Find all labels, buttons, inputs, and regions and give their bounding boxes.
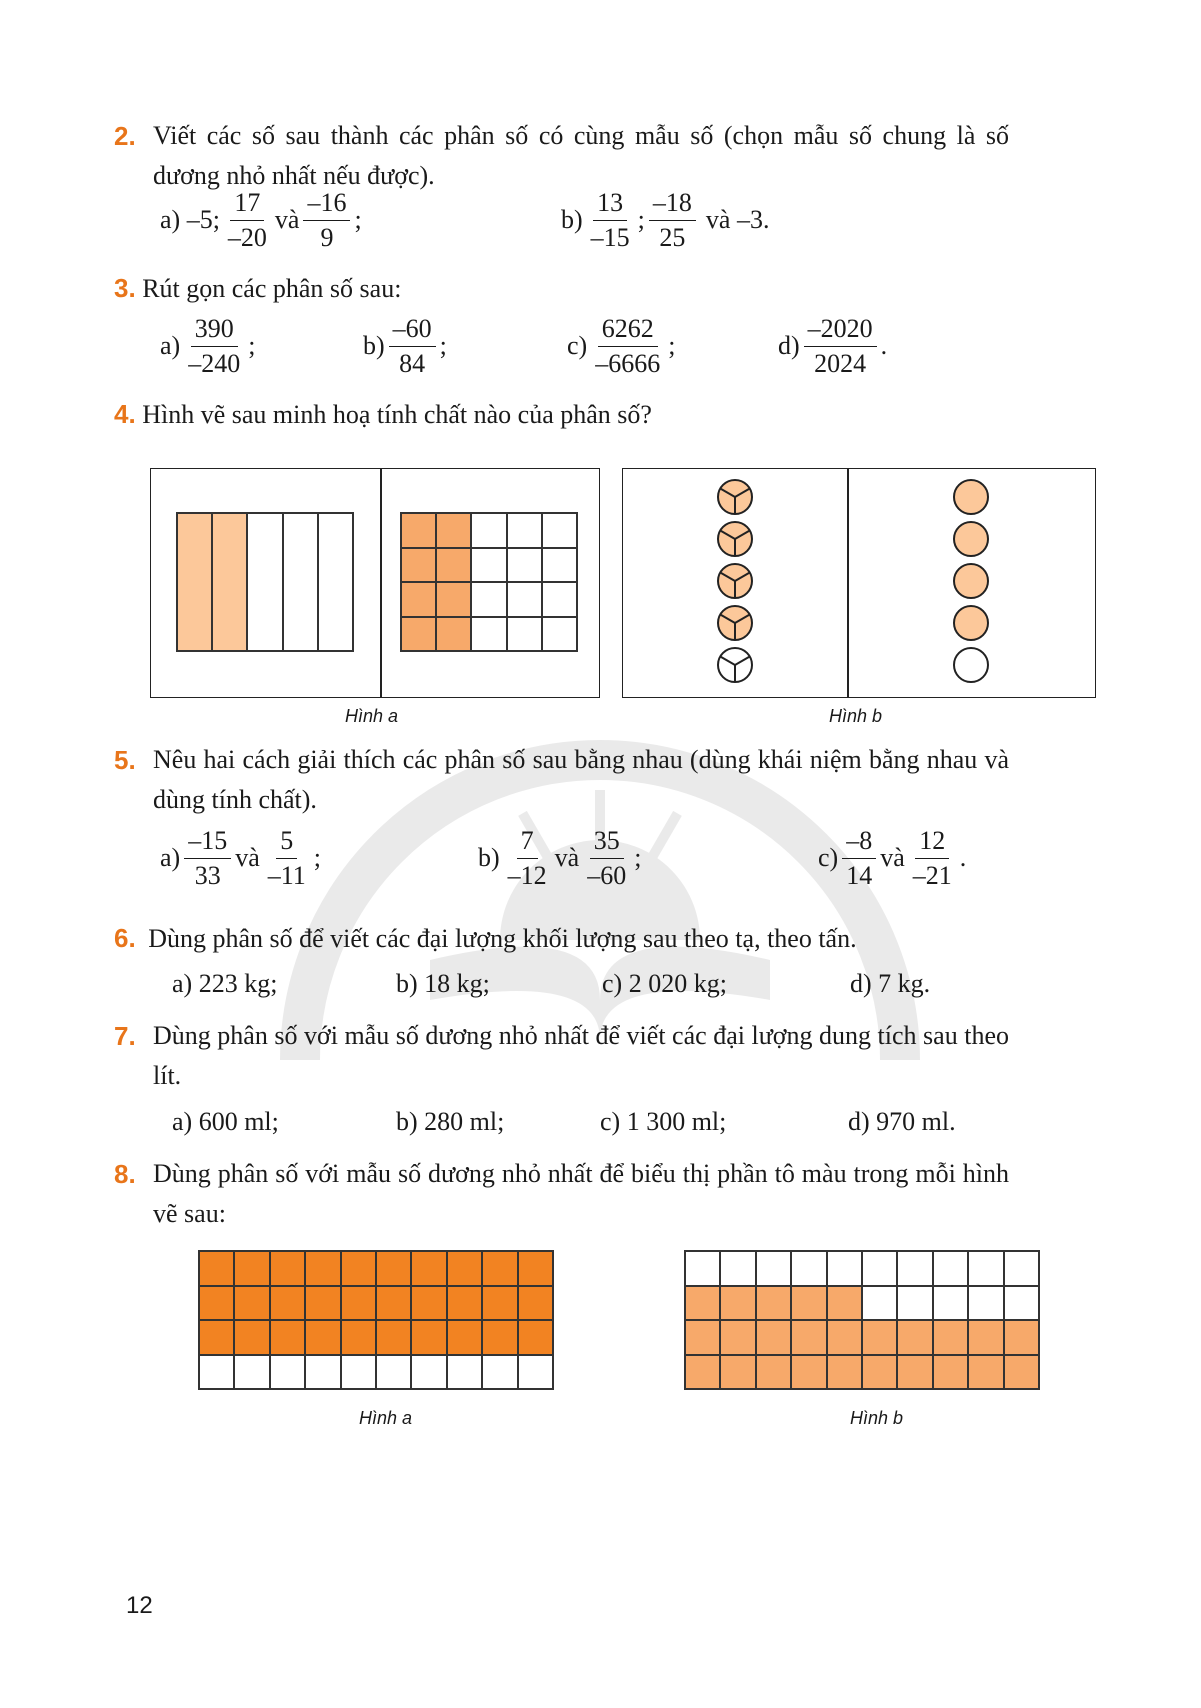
cell-shaded <box>720 1355 755 1390</box>
ex6-item-a: a) 223 kg; <box>172 969 278 998</box>
cell-shaded <box>933 1355 968 1390</box>
whole-circle <box>954 648 988 682</box>
exercise-2-number: 2. <box>114 121 136 151</box>
figure-8b-caption: Hình b <box>850 1408 904 1428</box>
cell <box>447 1355 482 1390</box>
cell <box>471 617 506 652</box>
ex6-item-b: b) 18 kg; <box>396 969 490 998</box>
cell <box>933 1251 968 1286</box>
cell-shaded <box>720 1320 755 1355</box>
fraction <box>909 826 956 891</box>
exercise-5c <box>818 826 966 891</box>
figure-8a-grid <box>198 1250 554 1390</box>
whole-circle <box>954 480 988 514</box>
fraction <box>264 826 310 891</box>
denominator: 9 <box>320 222 334 252</box>
cell-shaded <box>436 513 471 548</box>
figure-8b-grid <box>684 1250 1040 1390</box>
cell <box>199 1355 234 1390</box>
exercise-7-prompt <box>114 1016 136 1057</box>
numerator: –60 <box>389 314 436 347</box>
numerator: –18 <box>649 188 696 221</box>
exercise-3-text: Rút gọn các phân số sau: <box>142 274 402 303</box>
cell-shaded <box>862 1355 897 1390</box>
cell-shaded <box>968 1355 1003 1390</box>
numerator: 5 <box>276 826 297 859</box>
numerator: –2020 <box>804 314 877 347</box>
cell-shaded <box>685 1320 720 1355</box>
punct: ; <box>313 843 322 873</box>
cell <box>968 1251 1003 1286</box>
exercise-5-number: 5. <box>114 745 136 775</box>
cell-shaded <box>305 1320 340 1355</box>
cell <box>933 1286 968 1321</box>
exercise-5-text: Nêu hai cách giải thích các phân số sau bằng nhau (dùng khái niệm bằng nhau và dùng tính chất). <box>153 745 1009 814</box>
conjunction: và <box>554 843 580 873</box>
exercise-8-text: Dùng phân số với mẫu số dương nhỏ nhất để biểu thị phần tô màu trong mỗi hình vẽ sau: <box>153 1159 1009 1228</box>
fraction <box>389 314 436 379</box>
denominator: –6666 <box>595 348 661 378</box>
punct: ; <box>354 205 362 235</box>
cell <box>542 582 577 617</box>
fraction <box>184 314 244 379</box>
cell-shaded <box>199 1251 234 1286</box>
ex3-d-label: d) <box>778 331 800 361</box>
cell-shaded <box>436 617 471 652</box>
cell-shaded <box>447 1320 482 1355</box>
exercise-5-prompt <box>114 740 136 781</box>
ex7-item-a: a) 600 ml; <box>172 1107 279 1136</box>
cell-shaded <box>376 1286 411 1321</box>
cell <box>720 1251 755 1286</box>
cell-shaded <box>685 1286 720 1321</box>
cell-shaded <box>756 1355 791 1390</box>
exercise-3-prompt <box>114 268 401 309</box>
cell-shaded <box>482 1320 517 1355</box>
cell <box>507 582 542 617</box>
cell-shaded <box>720 1286 755 1321</box>
cell <box>685 1251 720 1286</box>
cell-shaded <box>827 1286 862 1321</box>
ex7-item-c: c) 1 300 ml; <box>600 1107 727 1136</box>
cell <box>341 1355 376 1390</box>
cell <box>862 1251 897 1286</box>
figure-4b-circles <box>622 468 1096 698</box>
cell-shaded <box>685 1355 720 1390</box>
numerator: 6262 <box>598 314 658 347</box>
cell <box>542 548 577 583</box>
cell-shaded <box>791 1286 826 1321</box>
cell <box>827 1251 862 1286</box>
cell <box>411 1355 446 1390</box>
cell-shaded <box>518 1251 553 1286</box>
cell-shaded <box>447 1251 482 1286</box>
cell-shaded <box>270 1251 305 1286</box>
ex2-b-tail: và –3. <box>705 205 770 235</box>
figure-4a-right-grid <box>400 512 578 652</box>
cell-shaded <box>482 1286 517 1321</box>
fraction <box>224 188 271 253</box>
cell <box>756 1251 791 1286</box>
punct: ; <box>634 843 642 873</box>
cell-shaded <box>756 1286 791 1321</box>
page-number: 12 <box>126 1592 153 1619</box>
cell-shaded <box>827 1355 862 1390</box>
cell <box>518 1355 553 1390</box>
figure-4a-caption: Hình a <box>345 706 399 726</box>
cell-shaded <box>234 1286 269 1321</box>
cell-shaded <box>401 582 436 617</box>
ex2-a-label: a) –5; <box>160 205 220 235</box>
exercise-7-number: 7. <box>114 1021 136 1051</box>
figure-8a-caption: Hình a <box>359 1408 413 1428</box>
whole-circle <box>954 564 988 598</box>
cell <box>897 1286 932 1321</box>
ex5-c-label: c) <box>818 843 839 873</box>
fraction <box>504 826 551 891</box>
cell-shaded <box>411 1251 446 1286</box>
exercise-8-prompt <box>114 1154 136 1195</box>
cell-shaded <box>401 548 436 583</box>
cell-shaded <box>341 1286 376 1321</box>
fraction <box>649 188 696 253</box>
cell-shaded <box>791 1320 826 1355</box>
ex6-item-c: c) 2 020 kg; <box>602 969 727 998</box>
cell-shaded <box>401 617 436 652</box>
ex5-a-label: a) <box>160 843 181 873</box>
denominator: 14 <box>846 860 873 890</box>
exercise-3b <box>363 314 447 379</box>
numerator: 12 <box>915 826 949 859</box>
cell <box>471 548 506 583</box>
exercise-8-number: 8. <box>114 1159 136 1189</box>
fraction <box>587 188 634 253</box>
fraction <box>591 314 664 379</box>
ex5-b-label: b) <box>478 843 500 873</box>
whole-circle <box>954 606 988 640</box>
exercise-3-number: 3. <box>114 273 136 303</box>
exercise-2a <box>160 188 362 253</box>
numerator: 17 <box>230 188 264 221</box>
punct: ; <box>637 205 645 235</box>
cell-shaded <box>411 1320 446 1355</box>
fraction <box>583 826 630 891</box>
numerator: –15 <box>184 826 231 859</box>
cell-shaded <box>376 1251 411 1286</box>
cell-shaded <box>436 582 471 617</box>
cell <box>507 617 542 652</box>
denominator: 33 <box>194 860 221 890</box>
cell-shaded <box>305 1251 340 1286</box>
cell-shaded <box>341 1320 376 1355</box>
fraction <box>184 826 231 891</box>
ex7-item-b: b) 280 ml; <box>396 1107 505 1136</box>
exercise-3d <box>778 314 887 379</box>
exercise-6-text: Dùng phân số để viết các đại lượng khối lượng sau theo tạ, theo tấn. <box>148 924 857 953</box>
cell-shaded <box>401 513 436 548</box>
exercise-5b <box>478 826 641 891</box>
cell-shaded <box>436 548 471 583</box>
cell-shaded <box>212 513 247 651</box>
cell-shaded <box>791 1355 826 1390</box>
conjunction: và <box>274 205 300 235</box>
cell <box>507 513 542 548</box>
cell <box>507 548 542 583</box>
exercise-4-prompt <box>114 394 652 435</box>
cell <box>542 513 577 548</box>
denominator: 84 <box>399 348 426 378</box>
cell-shaded <box>1004 1355 1039 1390</box>
numerator: –16 <box>303 188 350 221</box>
exercise-7-text: Dùng phân số với mẫu số dương nhỏ nhất để viết các đại lượng dung tích sau theo lít. <box>153 1021 1009 1090</box>
cell <box>471 513 506 548</box>
cell-shaded <box>1004 1320 1039 1355</box>
denominator: –21 <box>912 860 952 890</box>
cell-shaded <box>199 1286 234 1321</box>
cell <box>1004 1251 1039 1286</box>
denominator: –15 <box>590 222 630 252</box>
cell <box>791 1251 826 1286</box>
ex3-b-label: b) <box>363 331 385 361</box>
punct: ; <box>439 331 447 361</box>
numerator: –8 <box>842 826 876 859</box>
cell-shaded <box>897 1355 932 1390</box>
exercise-3c <box>567 314 675 379</box>
cell-shaded <box>376 1320 411 1355</box>
numerator: 35 <box>590 826 624 859</box>
cell-shaded <box>270 1320 305 1355</box>
figure-4b-caption: Hình b <box>829 706 883 726</box>
figure-4a-left-bar <box>176 512 354 652</box>
conjunction: và <box>235 843 260 873</box>
cell-shaded <box>756 1320 791 1355</box>
ex6-item-d: d) 7 kg. <box>850 969 931 998</box>
cell-shaded <box>518 1286 553 1321</box>
punct: . <box>959 843 967 873</box>
cell-shaded <box>177 513 212 651</box>
exercise-3a <box>160 314 255 379</box>
exercise-5a <box>160 826 321 891</box>
cell-shaded <box>482 1251 517 1286</box>
cell <box>968 1286 1003 1321</box>
conjunction: và <box>880 843 905 873</box>
cell-shaded <box>411 1286 446 1321</box>
cell <box>318 513 353 651</box>
denominator: –12 <box>507 860 547 890</box>
denominator: –60 <box>587 860 627 890</box>
cell-shaded <box>827 1320 862 1355</box>
whole-circle <box>954 522 988 556</box>
cell <box>471 582 506 617</box>
denominator: –11 <box>267 860 306 890</box>
cell-shaded <box>447 1286 482 1321</box>
denominator: 2024 <box>814 348 867 378</box>
cell-shaded <box>270 1286 305 1321</box>
cell <box>862 1286 897 1321</box>
exercise-6-prompt <box>114 918 857 959</box>
cell <box>1004 1286 1039 1321</box>
exercise-2b <box>561 188 769 253</box>
fraction <box>303 188 350 253</box>
figure-4a-divider <box>380 468 382 698</box>
cell <box>376 1355 411 1390</box>
punct: ; <box>248 331 256 361</box>
cell-shaded <box>199 1320 234 1355</box>
exercise-2-text: Viết các số sau thành các phân số có cùng mẫu số (chọn mẫu số chung là số dương nhỏ nhất nếu được). <box>153 121 1009 190</box>
cell-shaded <box>518 1320 553 1355</box>
ex3-c-label: c) <box>567 331 588 361</box>
cell <box>542 617 577 652</box>
cell-shaded <box>234 1251 269 1286</box>
numerator: 13 <box>593 188 627 221</box>
denominator: –240 <box>188 348 241 378</box>
denominator: –20 <box>227 222 267 252</box>
cell-shaded <box>968 1320 1003 1355</box>
cell <box>234 1355 269 1390</box>
exercise-6-number: 6. <box>114 923 136 953</box>
ex2-b-label: b) <box>561 205 583 235</box>
cell-shaded <box>897 1320 932 1355</box>
cell <box>270 1355 305 1390</box>
cell-shaded <box>305 1286 340 1321</box>
cell-shaded <box>933 1320 968 1355</box>
denominator: 25 <box>659 222 686 252</box>
cell-shaded <box>234 1320 269 1355</box>
cell <box>305 1355 340 1390</box>
cell-shaded <box>862 1320 897 1355</box>
cell <box>247 513 282 651</box>
ex3-a-label: a) <box>160 331 181 361</box>
fraction <box>842 826 876 891</box>
fraction <box>804 314 877 379</box>
ex7-item-d: d) 970 ml. <box>848 1107 956 1136</box>
numerator: 7 <box>517 826 538 859</box>
punct: . <box>880 331 888 361</box>
punct: ; <box>668 331 676 361</box>
numerator: 390 <box>191 314 238 347</box>
exercise-4-text: Hình vẽ sau minh hoạ tính chất nào của phân số? <box>142 400 652 429</box>
cell-shaded <box>341 1251 376 1286</box>
cell <box>482 1355 517 1390</box>
cell <box>897 1251 932 1286</box>
exercise-4-number: 4. <box>114 399 136 429</box>
cell <box>283 513 318 651</box>
